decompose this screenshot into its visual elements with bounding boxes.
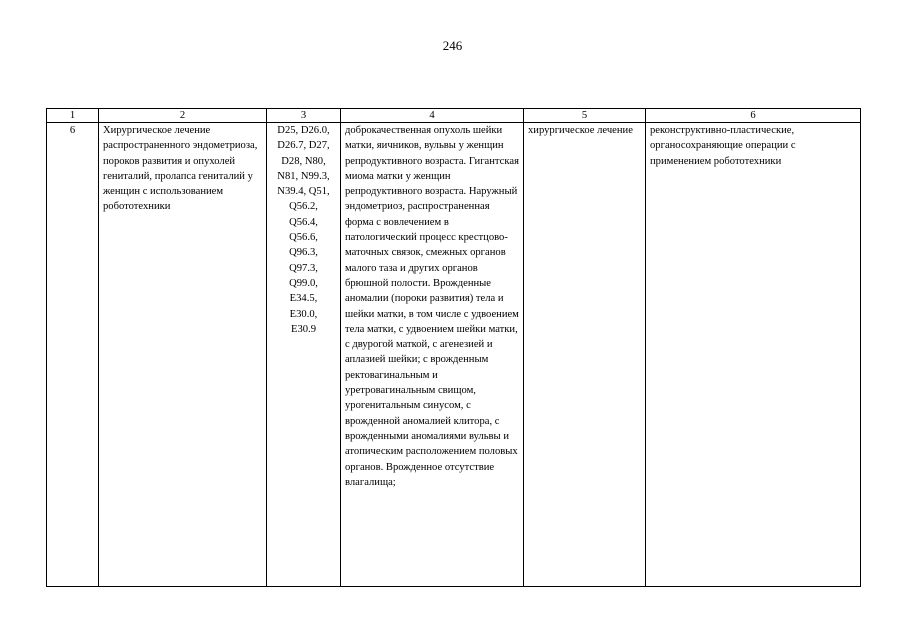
column-number-3: 3 — [267, 109, 341, 123]
diagnosis-code-line: N39.4, Q51, — [277, 186, 330, 198]
diagnosis-code-line: D26.7, D27, — [277, 140, 330, 152]
column-number-4: 4 — [341, 109, 524, 123]
diagnosis-code-line: Q96.3, — [289, 247, 318, 259]
column-number-2: 2 — [99, 109, 267, 123]
diagnosis-code-line: Q56.6, — [289, 232, 318, 244]
diagnosis-code-line: Q99.0, — [289, 277, 318, 289]
treatment-type-cell: хирургическое лечение — [524, 123, 646, 587]
diagnosis-code-line: E30.0, — [289, 308, 318, 320]
diagnosis-code-line: Q56.2, — [289, 201, 318, 213]
diagnosis-code-line: Q97.3, — [289, 262, 318, 274]
column-number-5: 5 — [524, 109, 646, 123]
treatment-method-cell: реконструктивно-пластические, органосохраняющие операции с применением робототехники — [646, 123, 861, 587]
diagnosis-code-line: N81, N99.3, — [277, 170, 330, 182]
column-number-6: 6 — [646, 109, 861, 123]
column-number-1: 1 — [47, 109, 99, 123]
diagnosis-code-line: D25, D26.0, — [277, 125, 330, 136]
table-row — [47, 123, 861, 587]
diagnosis-code-line: Q56.4, — [289, 216, 318, 228]
diagnosis-code-line: E34.5, — [289, 293, 318, 305]
table-header-row — [47, 109, 861, 123]
medical-care-table — [46, 108, 861, 587]
diagnosis-code-line: E30.9 — [290, 323, 316, 335]
page-number: 246 — [442, 38, 463, 53]
diagnosis-code-line: D28, N80, — [281, 155, 326, 167]
row-number-cell: 6 — [47, 123, 99, 587]
diagnosis-codes-cell — [267, 123, 341, 587]
procedure-name-cell: Хирургическое лечение распространенного эндометриоза, пороков развития и опухолей гениталий, пролапса гениталий у женщин с использованием робототехники — [99, 123, 267, 587]
patient-model-cell: доброкачественная опухоль шейки матки, яичников, вульвы у женщин репродуктивного возраста. Гигантская миома матки у женщин репродуктивного возраста. Наружный эндометриоз, распространенная форма с вовлечением в патологический процесс крестцово-маточных связок, смежных органов малого таза и других органов брюшной полости. Врожденные аномалии (пороки развития) тела и шейки матки, в том числе с удвоением тела матки, с удвоением шейки матки, с двурогой маткой, с агенезией и аплазией шейки; с врожденным ректовагинальным и уретровагинальным свищом, урогенитальным синусом, с врожденной аномалией клитора, с врожденными аномалиями вульвы и атопическим расположением половых органов. Врожденное отсутствие влагалища; — [341, 123, 524, 587]
